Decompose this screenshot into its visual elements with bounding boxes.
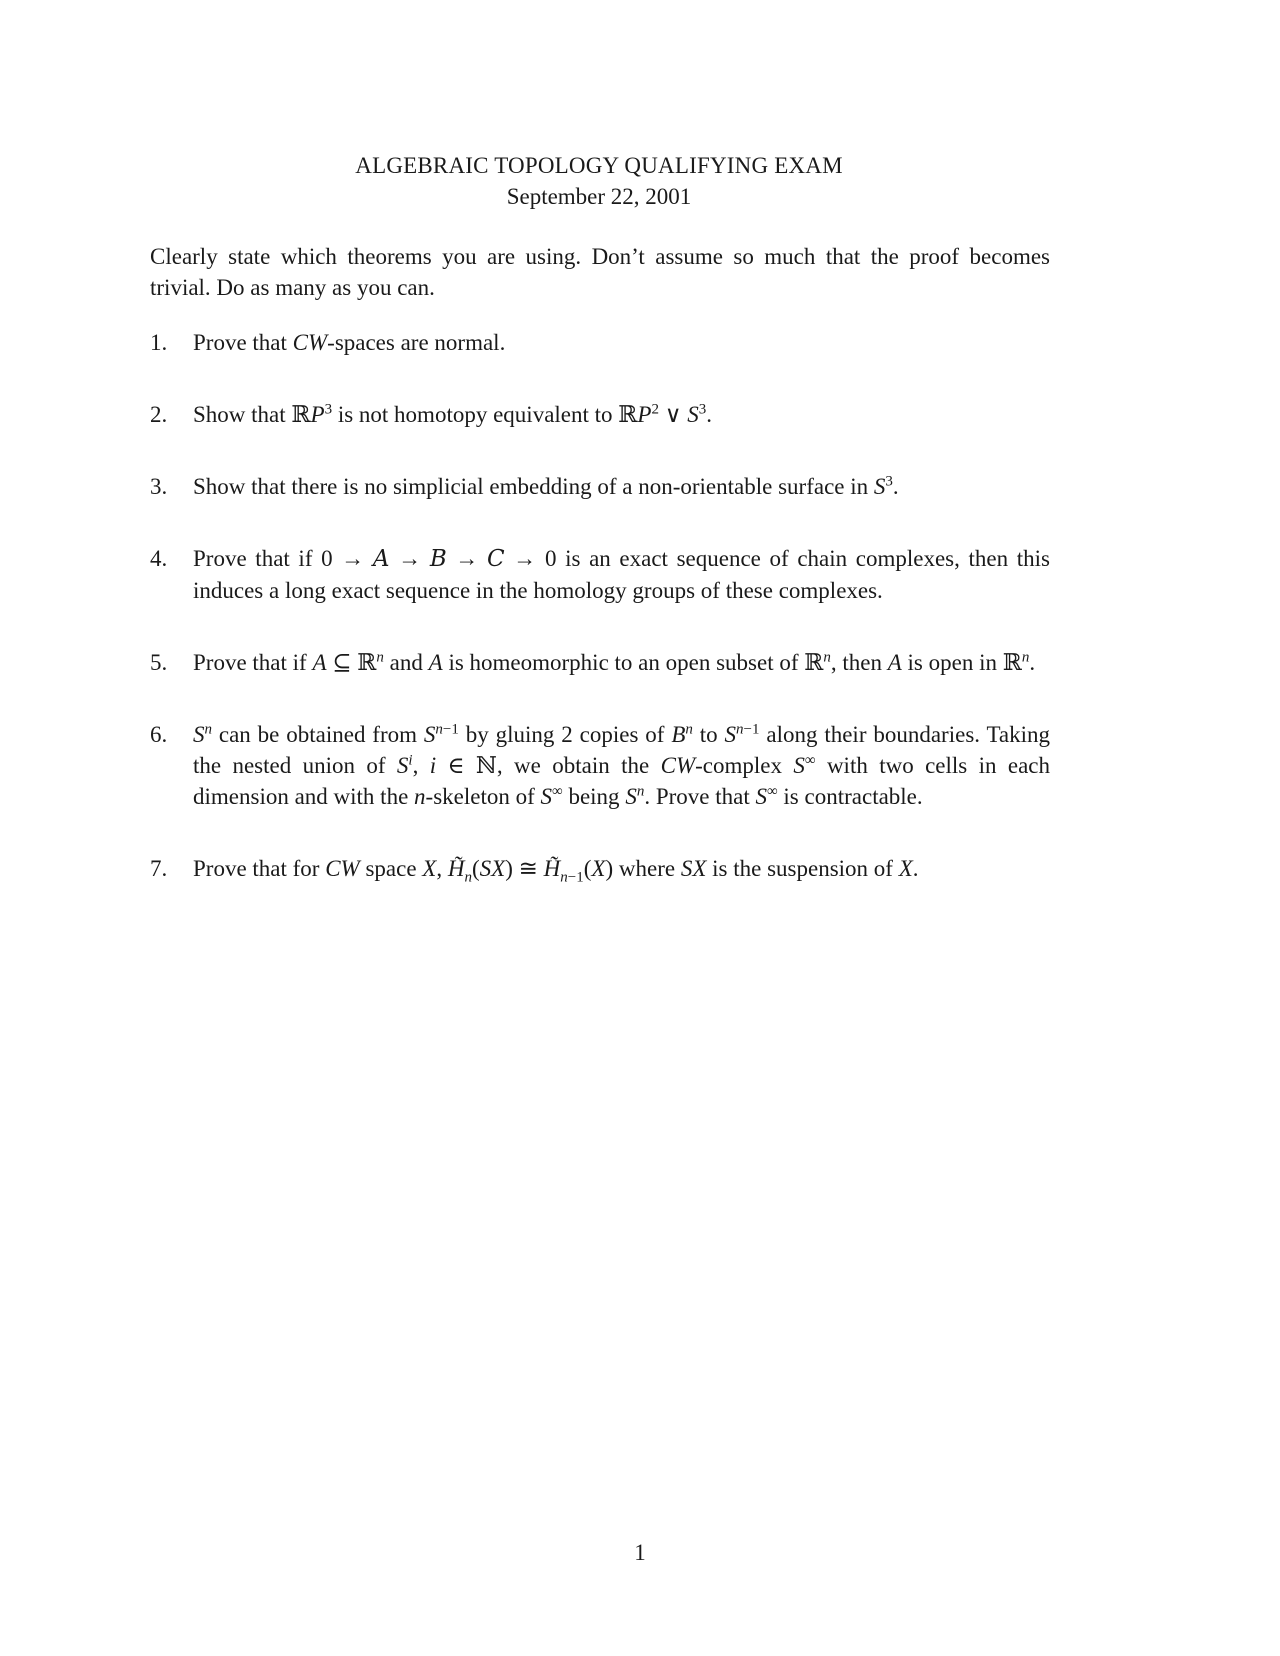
exam-date: September 22, 2001 (506, 184, 692, 209)
problem-number: 7. (150, 856, 168, 881)
exam-header (148, 150, 1050, 212)
problem-4 (150, 543, 1050, 606)
problem-5 (150, 647, 1050, 678)
problem-number: 6. (150, 722, 168, 747)
exam-page (150, 150, 1050, 884)
problem-text: $S^n$ can be obtained from $S^{n-1}$ by gluing 2 copies of $B^n$ to $S^{n-1}$ along their boundaries. Taking the nested union of $S^i$, i ∈ ℕ, we obtain the CW-complex S∞ with two cells in each dimension and with the n-skeleton of S∞ being $S^n$. Prove that S∞ is contractable. (193, 721, 1051, 809)
problem-list (150, 327, 1050, 884)
problem-7 (150, 853, 1050, 884)
exam-title: ALGEBRAIC TOPOLOGY QUALIFYING EXAM (355, 153, 843, 178)
problem-number: 3. (150, 474, 168, 499)
problem-1 (150, 327, 1050, 358)
problem-2 (150, 399, 1050, 430)
problem-text: Show that there is no simplicial embedding of a non-orientable surface in $S^3$. (193, 473, 899, 499)
problem-number: 5. (150, 650, 168, 675)
problem-text: Prove that if A ⊆ ℝ$^n$ and A is homeomorphic to an open subset of ℝ$^n$, then A is open in ℝ$^n$. (193, 649, 1036, 675)
problem-text: Prove that CW-spaces are normal. (193, 330, 506, 355)
problem-number: 1. (150, 330, 168, 355)
problem-3 (150, 471, 1050, 502)
instructions: Clearly state which theorems you are using. Don’t assume so much that the proof becomes trivial. Do as many as you can. (150, 244, 1050, 300)
problem-6 (150, 719, 1050, 812)
problem-text: Prove that if 0 → A → B → C → 0 is an exact sequence of chain complexes, then this induces a long exact sequence in the homology groups of these complexes. (193, 546, 1050, 603)
problem-text: Prove that for CW space X, $H̃_n(SX)$ ≅ $H̃_{n-1}(X)$ where SX is the suspension of X. (193, 856, 919, 886)
problem-text: Show that ℝP$^3$ is not homotopy equivalent to ℝP$^2$ ∨ $S^3$. (193, 401, 713, 427)
problem-number: 2. (150, 402, 168, 427)
problem-number: 4. (150, 546, 168, 571)
page-number: 1 (634, 1540, 646, 1565)
